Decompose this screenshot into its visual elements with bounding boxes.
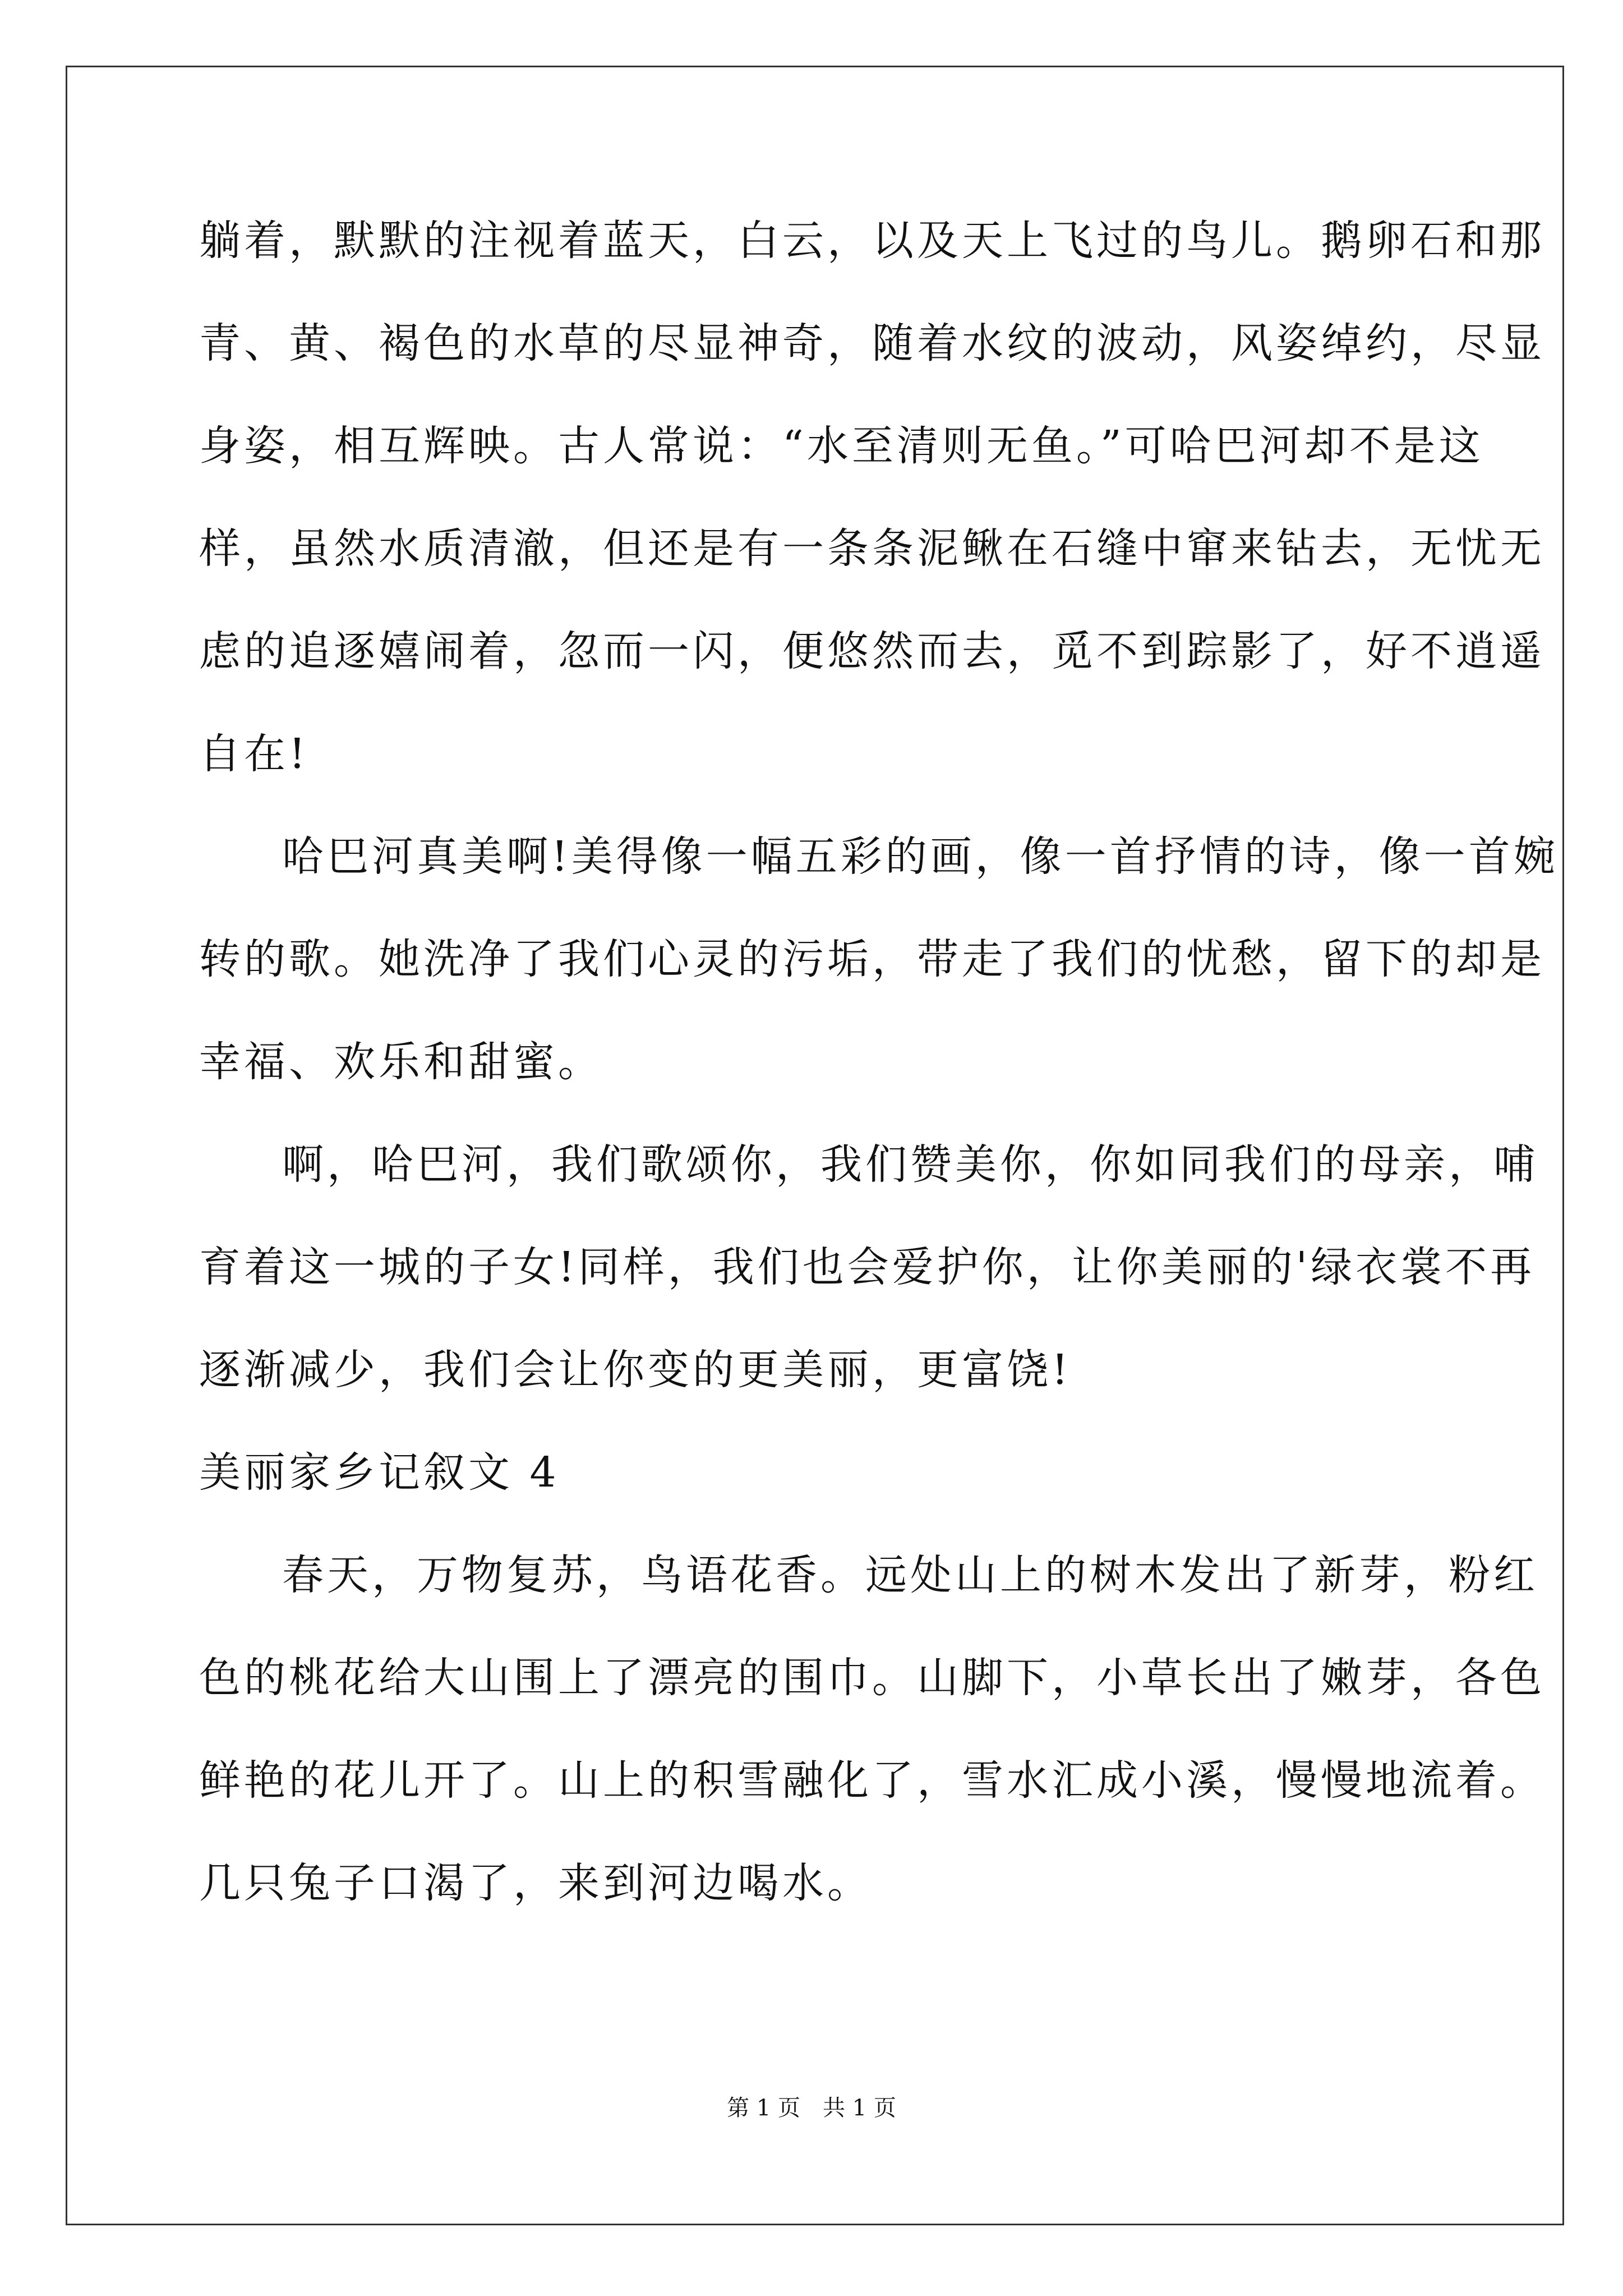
text-line: 样，虽然水质清澈，但还是有一条条泥鳅在石缝中窜来钻去，无忧无 [199, 524, 1545, 573]
document-body [199, 190, 1559, 1935]
page-footer [0, 2091, 1623, 2125]
text-line: 虑的追逐嬉闹着，忽而一闪，便悠然而去，觅不到踪影了，好不逍遥 [199, 627, 1545, 675]
text-line: 逐渐减少，我们会让你变的更美丽，更富饶! [199, 1346, 1072, 1394]
text-line: 幸福、欢乐和甜蜜。 [199, 1038, 603, 1086]
text-line: 哈巴河真美啊!美得像一幅五彩的画，像一首抒情的诗，像一首婉 [282, 832, 1559, 881]
text-line: 几只兔子口渴了，来到河边喝水。 [199, 1859, 872, 1907]
text-line: 身姿，相互辉映。古人常说：“水至清则无鱼。”可哈巴河却不是这 [199, 422, 1484, 470]
page-number: 第 1 页 [727, 2095, 800, 2121]
text-line: 鲜艳的花儿开了。山上的积雪融化了，雪水汇成小溪，慢慢地流着。 [199, 1756, 1545, 1805]
text-line: 青、黄、褐色的水草的尽显神奇，随着水纹的波动，风姿绰约，尽显 [199, 319, 1545, 367]
text-line: 转的歌。她洗净了我们心灵的污垢，带走了我们的忧愁，留下的却是 [199, 935, 1545, 983]
text-line: 色的桃花给大山围上了漂亮的围巾。山脚下，小草长出了嫩芽，各色 [199, 1654, 1545, 1702]
text-line: 躺着，默默的注视着蓝天，白云，以及天上飞过的鸟儿。鹅卵石和那 [199, 217, 1545, 265]
text-line: 育着这一城的子女!同样，我们也会爱护你，让你美丽的'绿衣裳不再 [199, 1243, 1536, 1291]
text-line: 自在! [199, 730, 309, 778]
text-line: 美丽家乡记叙文 4 [199, 1448, 560, 1497]
page-count: 共 1 页 [823, 2095, 896, 2121]
text-line: 春天，万物复苏，鸟语花香。远处山上的树木发出了新芽，粉红 [282, 1551, 1538, 1599]
text-line: 啊，哈巴河，我们歌颂你，我们赞美你，你如同我们的母亲，哺 [282, 1140, 1538, 1189]
